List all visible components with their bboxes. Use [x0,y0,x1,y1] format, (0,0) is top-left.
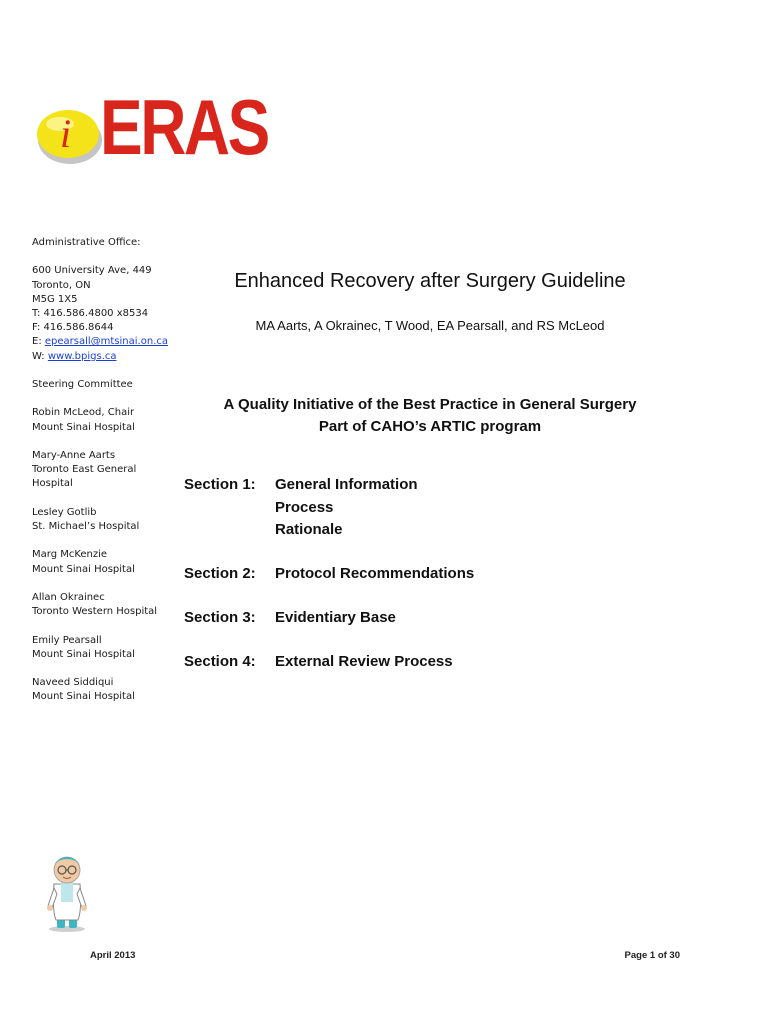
section-label: Section 3: [184,609,256,626]
section-item: Protocol Recommendations [275,565,475,582]
address-line: Toronto, ON [32,279,91,291]
committee-member: Mary-Anne Aarts Toronto East General Hospital [32,449,137,490]
section-label: Section 1: [184,476,256,493]
document-title: Enhanced Recovery after Surgery Guideline [234,270,626,292]
email-line: E: epearsall@mtsinai.on.ca [32,336,168,348]
section-item: External Review Process [275,653,453,670]
logo-i-letter: i [60,111,72,156]
committee-member: Lesley Gotlib St. Michael’s Hospital [32,506,140,532]
sidebar-contact [32,236,172,705]
admin-office-label: Administrative Office: [32,237,141,248]
address-line: 600 University Ave, 449 [32,265,152,277]
steering-committee-label: Steering Committee [32,379,133,390]
committee-member: Robin McLeod, Chair Mount Sinai Hospital [32,407,135,433]
footer-date: April 2013 [90,950,136,961]
address-line: M5G 1X5 [32,293,78,305]
phone-number: T: 416.586.4800 x8534 [32,308,149,319]
section-label: Section 4: [184,653,256,670]
footer-page-number: Page 1 of 30 [624,950,680,961]
authors-line: MA Aarts, A Okrainec, T Wood, EA Pearsall, and RS McLeod [255,318,605,333]
web-line: W: www.bpigs.ca [32,350,117,362]
committee-member: Naveed Siddiqui Mount Sinai Hospital [32,677,135,703]
section-item: General Information [275,476,418,493]
section-item: Rationale [275,521,343,538]
eras-logo [34,83,268,171]
doctor-illustration-icon [44,850,90,932]
section-item: Process [275,498,334,516]
section-label: Section 2: [184,565,256,582]
initiative-heading: A Quality Initiative of the Best Practice in General Surgery Part of CAHO’s ARTIC program [223,396,637,435]
email-link[interactable]: epearsall@mtsinai.on.ca [44,336,168,348]
website-link[interactable]: www.bpigs.ca [47,350,117,362]
committee-member: Emily Pearsall Mount Sinai Hospital [32,634,135,660]
section-item: Evidentiary Base [275,609,396,626]
logo-brand-text: ERAS [100,83,268,171]
committee-member: Allan Okrainec Toronto Western Hospital [32,591,158,618]
fax-number: F: 416.586.8644 [32,322,114,334]
committee-member: Marg McKenzie Mount Sinai Hospital [32,549,135,575]
